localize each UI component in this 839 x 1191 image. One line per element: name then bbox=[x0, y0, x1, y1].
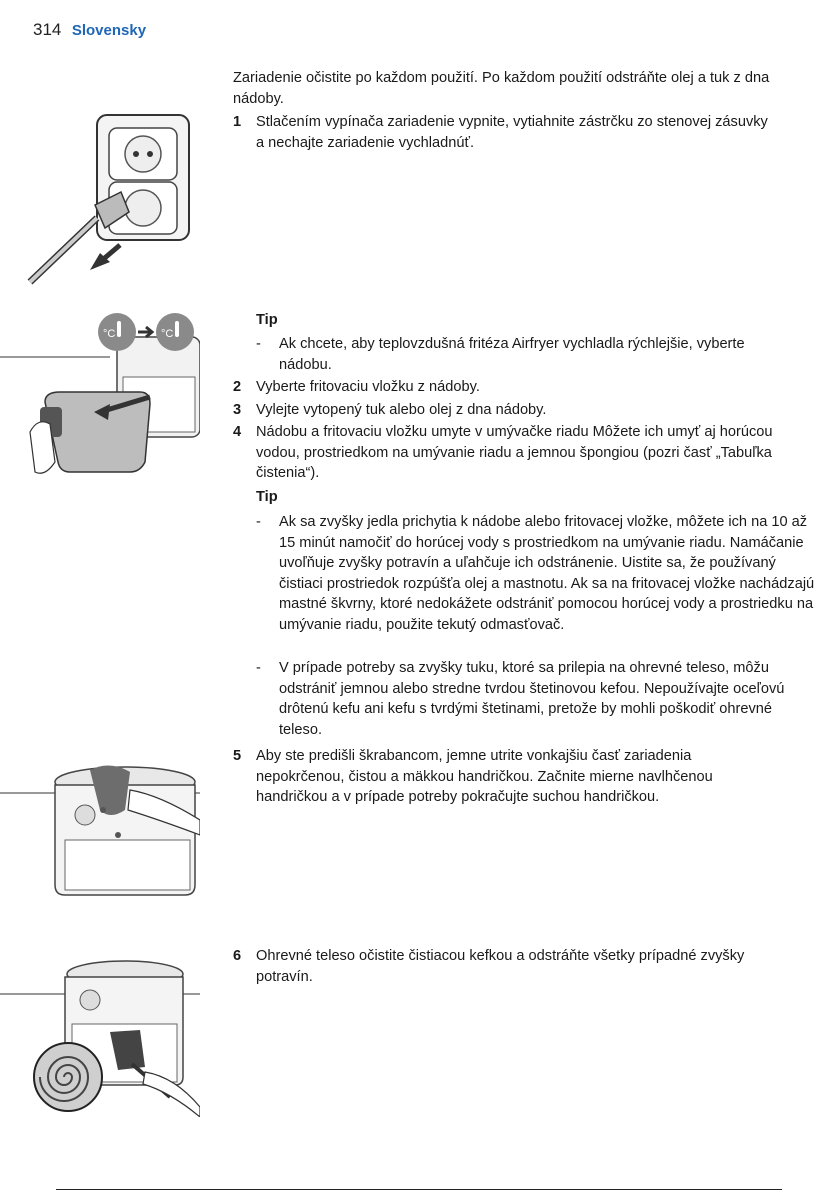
step-2 bbox=[233, 377, 808, 398]
step-6 bbox=[233, 946, 808, 987]
bullet-text: Ak sa zvyšky jedla prichytia k nádobe alebo fritovacej vložke, môžete ich na 10 až 15 minút namočiť do horúcej vody s prostriedkom na umývanie riadu. Namáčanie uvoľňuje zvyšky potravín a uľahčuje ich odstránenie. Uistite sa, že používaný čistiaci prostriedok rozpúšťa olej a mastnotu. Ak sa na fritovacej vložke nachádzajú mastné škvrny, ktoré nedokážete odstrániť pomocou horúcej vody a prostriedku na umývanie riadu, použite tekutý odmasťovač. bbox=[279, 514, 815, 633]
step-text: Vylejte vytopený tuk alebo olej z dna nádoby. bbox=[256, 402, 547, 418]
bullet-text: Ak chcete, aby teplovzdušná fritéza Airfryer vychladla rýchlejšie, vyberte nádobu. bbox=[279, 336, 745, 373]
page-header bbox=[33, 20, 146, 42]
language-label: Slovensky bbox=[71, 22, 147, 39]
step-number: 5 bbox=[233, 748, 242, 764]
bullet-dash: - bbox=[256, 336, 261, 352]
wipe-exterior-illustration bbox=[0, 760, 200, 900]
step-text: Ohrevné teleso očistite čistiacou kefkou a odstráňte všetky prípadné zvyšky potravín. bbox=[256, 948, 745, 985]
step-text: Nádobu a fritovaciu vložku umyte v umývačke riadu Môžete ich umyť aj horúcou vodou, prostriedkom na umývanie riadu a jemnou špongiou (pozri časť „Tabuľka čistenia“). bbox=[256, 424, 773, 482]
tip-bullet bbox=[256, 334, 811, 375]
remove-basket-illustration bbox=[0, 312, 200, 482]
step-5 bbox=[233, 746, 808, 808]
step-text: Vyberte fritovaciu vložku z nádoby. bbox=[256, 379, 480, 395]
temp-cool-label: °C bbox=[161, 328, 174, 340]
page-number: 314 bbox=[33, 20, 62, 39]
tip-title: Tip bbox=[256, 489, 278, 505]
step-text: Aby ste predišli škrabancom, jemne utrite vonkajšiu časť zariadenia nepokrčenou, čistou a mäkkou handričkou. Začnite mierne navlhčenou handričkou a v prípade potreby pokračujte suchou handričkou. bbox=[256, 748, 713, 806]
footer-rule bbox=[56, 1189, 782, 1190]
bullet-dash: - bbox=[256, 514, 261, 530]
step-number: 4 bbox=[233, 424, 242, 440]
tip-bullet bbox=[256, 512, 815, 636]
unplug-illustration bbox=[25, 110, 200, 285]
step-text: Stlačením vypínača zariadenie vypnite, vytiahnite zástrčku zo stenovej zásuvky a nechajte zariadenie vychladnúť. bbox=[256, 114, 768, 151]
bullet-dash: - bbox=[256, 660, 261, 676]
tip-title: Tip bbox=[256, 312, 278, 328]
step-1 bbox=[233, 112, 808, 153]
bullet-text: V prípade potreby sa zvyšky tuku, ktoré sa prilepia na ohrevné teleso, môžu odstrániť jemnou alebo stredne tvrdou štetinovou kefou. Nepoužívajte oceľovú drôtenú kefu ani kefu s tvrdými štetinami, pretože by mohli poškodiť ohrevné teleso. bbox=[279, 660, 785, 738]
step-4 bbox=[233, 422, 808, 484]
temp-hot-label: °C bbox=[103, 328, 116, 340]
step-number: 2 bbox=[233, 379, 242, 395]
tip-bullet bbox=[256, 658, 811, 740]
intro-text: Zariadenie očistite po každom použití. Po každom použití odstráňte olej a tuk z dna nádoby. bbox=[233, 70, 770, 107]
step-number: 1 bbox=[233, 114, 242, 130]
step-number: 3 bbox=[233, 402, 242, 418]
step-3 bbox=[233, 400, 808, 421]
step-number: 6 bbox=[233, 948, 242, 964]
brush-heating-element-illustration bbox=[0, 952, 200, 1117]
